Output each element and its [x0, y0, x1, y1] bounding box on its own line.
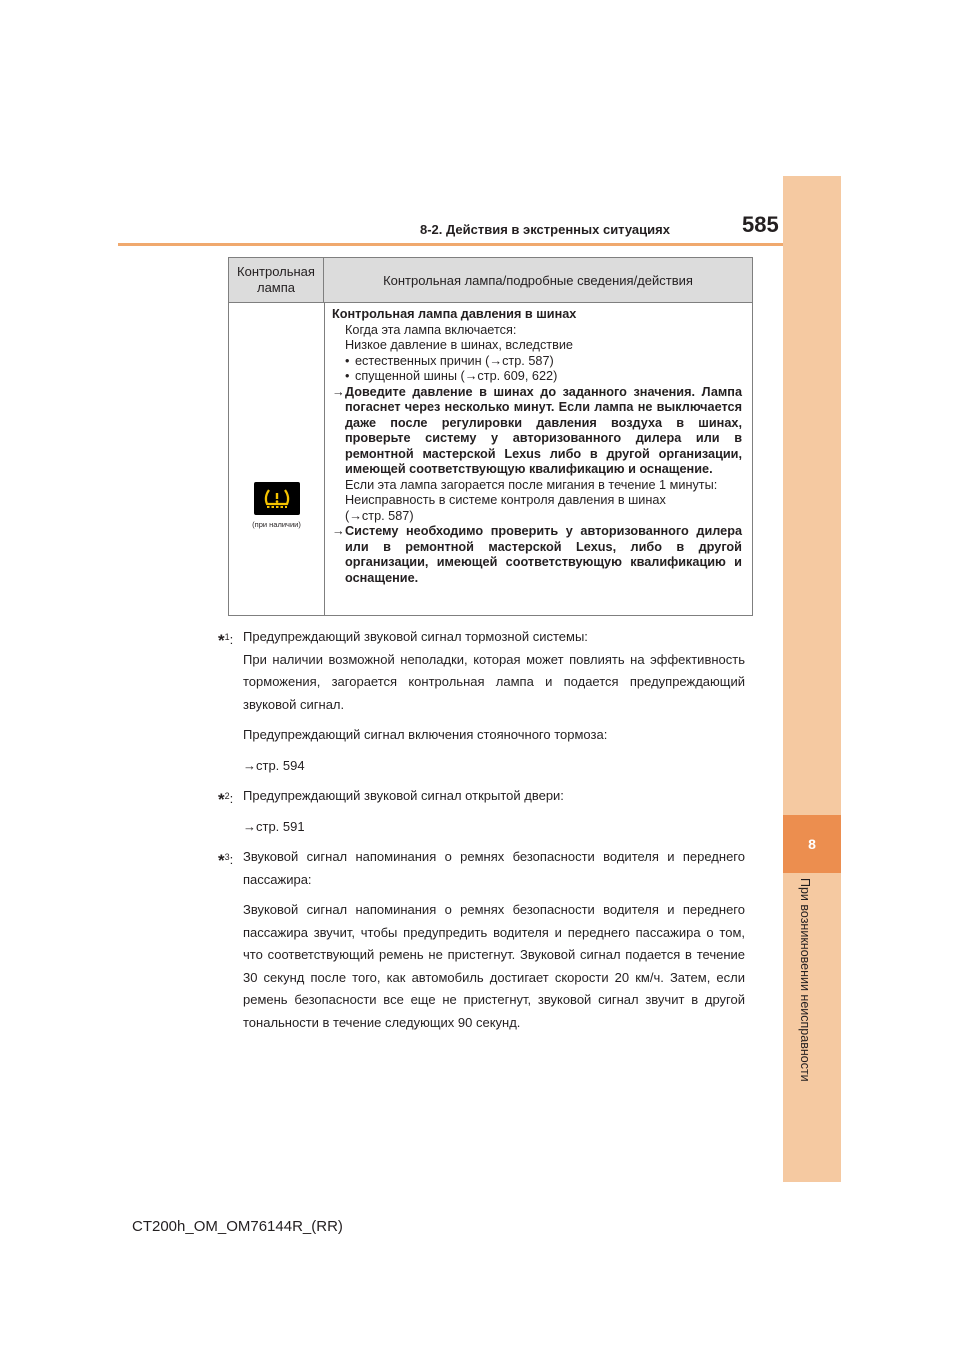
when-on-text: Когда эта лампа включается: — [345, 322, 517, 337]
bullet-flat-tire: спущенной шины (→стр. 609, 622) — [355, 369, 558, 383]
footnote-paragraph: При наличии возможной неполадки, которая может повлиять на эффективность торможения, загорается контрольная лампа и подается предупреждающий звуковой сигнал. — [243, 651, 745, 712]
footnote-title: Звуковой сигнал напоминания о ремнях безопасности водителя и переднего пассажира: — [243, 849, 745, 887]
document-code: CT200h_OM_OM76144R_(RR) — [132, 1218, 343, 1235]
col-header-lamp: Контрольная лампа — [229, 258, 324, 302]
bullet-item: • естественных причин (→стр. 587) — [345, 353, 554, 368]
malfunction-ref: (→стр. 587) — [345, 508, 414, 523]
tire-pressure-warning-icon — [254, 482, 300, 515]
footnote-paragraph: Звуковой сигнал напоминания о ремнях безопасности водителя и переднего пассажира звучит, чтобы предупредить водителя и переднего пассажира о том, что соответствующий ремень не пристегнут. Звуковой сигнал подается в течение 30 секунд после того, как автомобиль достигает скорости 20 км/ч. Затем, если ремень безопасности все еще не пристегнут, звуковой сигнал звучит в другой тональности в течение следующих 90 секунд. — [243, 902, 745, 1030]
footnote-mark: *$^3$: — [218, 851, 234, 870]
chapter-number: 8 — [808, 836, 816, 852]
footnote-1 — [218, 626, 745, 777]
section-title: 8-2. Действия в экстренных ситуациях — [420, 222, 670, 237]
action-block — [332, 524, 742, 586]
col-header-details: Контрольная лампа/подробные сведения/действия — [383, 272, 693, 288]
action-block — [332, 385, 742, 478]
footnote-2 — [218, 785, 745, 838]
warning-lamp-table — [228, 257, 753, 616]
arrow-icon: → — [332, 384, 345, 399]
chapter-title: При возникновении неисправности — [798, 878, 812, 1082]
malfunction-text: Неисправность в системе контроля давления в шинах — [345, 493, 666, 507]
page-reference[interactable]: →стр. 591 — [243, 818, 305, 834]
chapter-number-box[interactable] — [783, 815, 841, 873]
footnote-mark: *$^2$: — [218, 790, 234, 809]
header-rule — [118, 243, 783, 246]
lamp-title: Контрольная лампа давления в шинах — [332, 307, 577, 321]
table-header — [229, 258, 752, 303]
bullet-natural-causes: естественных причин (→стр. 587) — [355, 353, 554, 368]
footnote-title: Предупреждающий звуковой сигнал открытой двери: — [243, 788, 564, 803]
page-number: 585 — [742, 212, 779, 237]
footnote-title: Предупреждающий звуковой сигнал тормозной системы: — [243, 629, 588, 644]
action-check-system: Систему необходимо проверить у авторизованного дилера или в ремонтной мастерской Lexus, либо в другой организации, имеющей соответствующую квалификацию и оснащение. — [345, 524, 742, 585]
table-row — [229, 303, 752, 615]
chapter-title-wrap — [783, 878, 841, 1178]
page-reference[interactable]: →стр. 594 — [243, 757, 305, 773]
action-adjust-pressure: Доведите давление в шинах до заданного значения. Лампа погаснет через несколько минут. Если лампа не выключается даже после регулировки давления воздуха в шинах, проверьте систему у авторизованного дилера или в ремонтной мастерской Lexus либо в другой организации, имеющей соответствующую квалификацию и оснащение. — [345, 384, 742, 476]
arrow-icon: → — [332, 524, 345, 538]
details-cell — [325, 303, 752, 615]
low-pressure-text: Низкое давление в шинах, вследствие — [345, 338, 573, 352]
footnotes — [218, 626, 745, 1034]
footnote-3 — [218, 846, 745, 1034]
lamp-cell — [229, 303, 325, 615]
footnote-mark: *$^1$: — [218, 631, 234, 650]
bullet-item: • спущенной шины (→стр. 609, 622) — [345, 369, 558, 383]
blink-text: Если эта лампа загорается после мигания в течение 1 минуты: — [345, 477, 718, 492]
footnote-paragraph: Предупреждающий сигнал включения стояночного тормоза: — [243, 727, 608, 742]
lamp-caption: (при наличии) — [252, 520, 301, 529]
